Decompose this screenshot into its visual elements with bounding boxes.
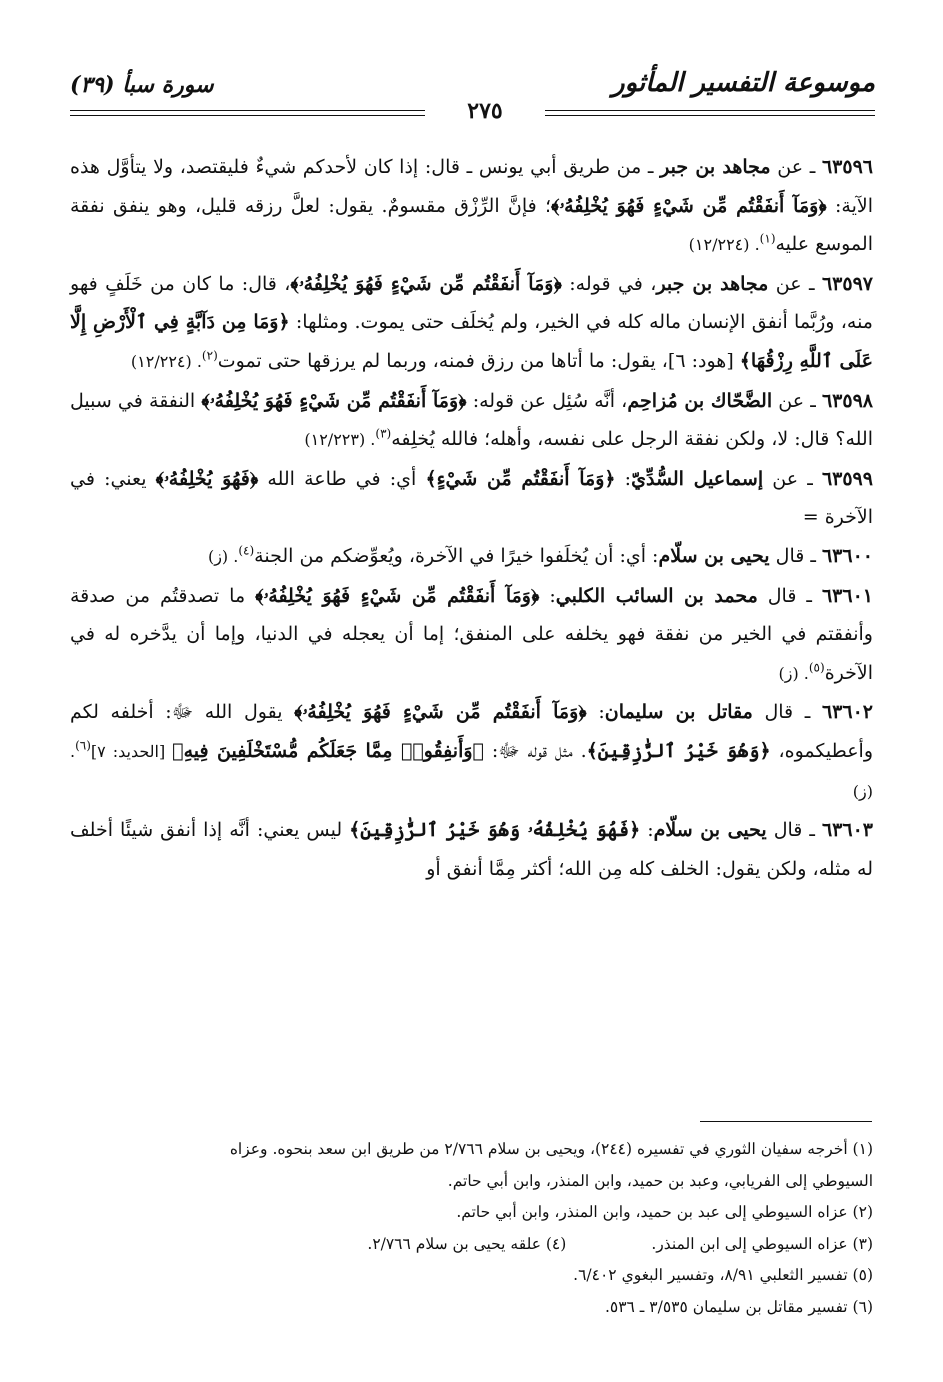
quran-quote: ﴿وَهُوَ خَيْرُ ٱلرَّٰزِقِينَ﴾ <box>586 739 771 762</box>
volume-reference: . (١٢/٢٢٤) <box>130 351 202 371</box>
entry-text: ، في قوله: <box>561 272 657 295</box>
footnote-marker: (٤) <box>238 543 255 558</box>
entry-text: ـ قال <box>766 819 822 842</box>
entry <box>70 382 873 460</box>
header-rule-left <box>70 110 425 116</box>
entry-text: يعني: في الآخرة = <box>70 467 873 529</box>
entry-number: ٦٣٦٠٣ <box>821 819 873 842</box>
narrator-name: يحيى بن سلّام <box>658 544 770 567</box>
entry-text: ـ عن <box>768 272 822 295</box>
entry-number: ٦٣٦٠٠ <box>821 544 873 567</box>
quran-quote: ﴿فَهُوَ يُخْلِفُهُۥ وَهُوَ خَيْرُ ٱلرَّٰزِقِينَ﴾ <box>349 819 641 842</box>
entry-text: ليس يعني: أنَّه إذا أنفق شيئًا أخلف له مثله، ولكن يقول: الخلف كله مِن الله؛ أكثر مِمَّا أنفق أو <box>70 819 873 880</box>
quran-quote: ﴿وَمَآ أَنفَقْتُم مِّن شَيْءٍ فَهُوَ يُخْلِفُهُۥ﴾ <box>255 584 540 607</box>
quran-quote: ﴿وَأَنفِقُوا۟ مِمَّا جَعَلَكُم مُّسْتَخْلَفِينَ فِيهِ﴾ <box>172 739 484 762</box>
entry <box>70 577 873 694</box>
entry-text: . مثل قوله ﷻ: <box>483 739 587 762</box>
quran-quote: ﴿وَمَا مِن دَآبَّةٍ فِي ٱلْأَرْضِ إِلَّا عَلَى ٱللَّهِ رِزْقُهَا﴾ <box>70 311 873 372</box>
surah-name: سورة سبأ (٣٩) <box>70 72 214 98</box>
entry-text: : <box>539 584 556 607</box>
entry-text: ـ قال <box>769 544 822 567</box>
page-header <box>70 60 875 130</box>
entry-text: ـ عن <box>772 389 822 412</box>
narrator-name: مجاهد بن جبر <box>656 272 769 295</box>
entry-text: [الحديد: ٧] <box>90 741 173 761</box>
footnote: (٤) علقه يحيى بن سلام ٢/٧٦٦. <box>367 1234 567 1253</box>
footnote-row <box>70 1229 873 1261</box>
footnote: (٣) عزاه السيوطي إلى ابن المنذر. <box>651 1234 873 1253</box>
entry-number: ٦٣٦٠١ <box>821 584 873 607</box>
quran-quote: ﴿وَمَآ أَنفَقْتُم مِّن شَيْءٍ فَهُوَ يُخْلِفُهُۥ﴾ <box>294 701 587 724</box>
entry-text: النفقة في سبيل الله؟ قال: لا، ولكن نفقة الرجل على نفسه، وأهله؛ فالله يُخلِفه <box>70 389 873 451</box>
footnote-marker: (٦) <box>75 738 91 753</box>
narrator-name: محمد بن السائب الكلبي <box>555 584 758 607</box>
volume-reference: . (ز) <box>70 741 873 801</box>
entry-text: ما تصدقتُم من صدقة وأنفقتم في الخير من نفقة فهو يخلفه على المنفق؛ إما أن يعجله في الدنيا، وإما أن يدَّخره له في الآخرة <box>70 584 873 684</box>
entry-text: ؛ فإنَّ الرِّزْق مقسومٌ. يقول: لعلَّ رزقه قليل، وهو ينفق نفقة الموسع عليه <box>70 194 873 256</box>
volume-reference: . (١٢/٢٢٤) <box>688 235 760 255</box>
entry-text: يقول الله ﷻ: أخلفه لكم وأعطيكموه، <box>70 701 873 762</box>
entry-text: ـ قال <box>752 701 822 724</box>
entry-text: أي: في طاعة الله <box>258 467 426 490</box>
quran-quote: ﴿فَهُوَ يُخْلِفُهُۥ﴾ <box>155 467 259 490</box>
footnote-marker: (١) <box>759 231 776 246</box>
footnote: (٥) تفسير الثعلبي ٨/٩١، وتفسير البغوي ٦/٤٠٢. <box>573 1266 873 1284</box>
footnote: (٢) عزاه السيوطي إلى عبد بن حميد، وابن المنذر، وابن أبي حاتم. <box>456 1203 873 1221</box>
quran-quote: ﴿وَمَآ أَنفَقْتُم مِّن شَيْءٍ فَهُوَ يُخْلِفُهُۥ﴾ <box>201 389 467 412</box>
narrator-name: الضَّحّاك بن مُزاحِم <box>627 389 773 412</box>
book-title: موسوعة التفسير المأثور <box>612 68 875 98</box>
entry-text: : <box>586 701 605 724</box>
volume-reference: . (١٢/٢٢٣) <box>304 430 376 450</box>
entry-number: ٦٣٥٩٩ <box>821 467 873 490</box>
narrator-name: يحيى بن سلّام <box>653 819 767 842</box>
entry <box>70 811 873 888</box>
entry-text: : <box>640 819 654 842</box>
entry-text: [هود: ٦]، يقول: ما أتاها من رزق فمنه، وربما لم يرزقها حتى تموت <box>217 349 740 372</box>
main-text <box>70 148 873 888</box>
entry-text: : أي: أن يُخلَفوا خيرًا في الآخرة، ويُعوِّضكم من الجنة <box>254 544 659 567</box>
footnote: (٦) تفسير مقاتل بن سليمان ٣/٥٣٥ ـ ٥٣٦. <box>604 1297 873 1316</box>
quran-quote: ﴿وَمَآ أَنفَقْتُم مِّن شَيْءٍ فَهُوَ يُخْلِفُهُۥ﴾ <box>290 272 562 295</box>
entry-number: ٦٣٥٩٨ <box>821 389 873 412</box>
entry-text: ، قال: ما كان من خَلَفٍ فهو منه، ورُبَّما أنفق الإنسان ماله كله في الخير، ولم يُخلَف حتى يموت. ومثلها: <box>70 272 873 334</box>
page-number: ٢٧٥ <box>467 98 503 124</box>
entry-number: ٦٣٦٠٢ <box>821 701 873 724</box>
volume-reference: . (ز) <box>778 663 809 683</box>
footnote-separator <box>700 1121 872 1122</box>
entry-text: ، أنَّه سُئِل عن قوله: <box>466 389 628 412</box>
entry <box>70 460 873 537</box>
header-rule-right <box>545 110 875 116</box>
footnote: السيوطي إلى الفريابي، وعبد بن حميد، وابن المنذر، وابن أبي حاتم. <box>447 1171 873 1190</box>
entry-text: ـ من طريق أبي يونس ـ قال: إذا كان لأحدكم شيءٌ فليقتصد، ولا يتأوَّل هذه الآية: <box>70 156 873 217</box>
volume-reference: . (ز) <box>207 546 239 566</box>
footnotes <box>70 1134 873 1323</box>
footnote: (١) أخرجه سفيان الثوري في تفسيره (٢٤٤)، ويحيى بن سلام ٢/٧٦٦ من طريق ابن سعد بنحوه. وعزاه <box>229 1140 873 1158</box>
entry-text: ـ عن <box>770 156 822 178</box>
quran-quote: ﴿وَمَآ أَنفَقْتُم مِّن شَيْءٍ﴾ <box>425 467 616 490</box>
entry-text: : <box>615 467 632 490</box>
footnote-marker: (٥) <box>808 660 825 675</box>
entry-number: ٦٣٥٩٦ <box>821 156 873 178</box>
entry <box>70 148 873 265</box>
entry <box>70 537 873 577</box>
footnote-marker: (٣) <box>375 426 392 441</box>
entry <box>70 265 873 382</box>
narrator-name: مقاتل بن سليمان <box>604 701 753 724</box>
entry-number: ٦٣٥٩٧ <box>821 272 873 295</box>
narrator-name: مجاهد بن جبر <box>660 156 771 178</box>
footnote-marker: (٢) <box>201 348 218 363</box>
narrator-name: إسماعيل السُّدِّيّ <box>631 467 764 490</box>
entry-text: ـ عن <box>763 467 822 490</box>
entry-text: ـ قال <box>757 584 822 607</box>
quran-quote: ﴿وَمَآ أَنفَقْتُم مِّن شَيْءٍ فَهُوَ يُخْلِفُهُۥ﴾ <box>551 194 827 217</box>
entry <box>70 693 873 811</box>
